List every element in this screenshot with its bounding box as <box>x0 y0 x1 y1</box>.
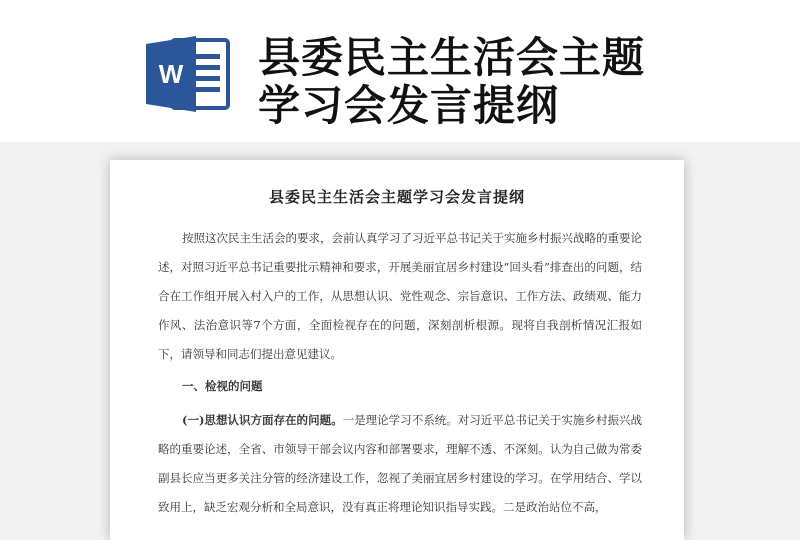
banner-title-line2: 学习会发言提纲 <box>258 81 560 130</box>
document-title: 县委民主生活会主题学习会发言提纲 <box>268 188 525 206</box>
paragraph-thinking-lead: (一)思想认识方面存在的问题。 <box>182 413 343 427</box>
svg-text:W: W <box>158 59 184 89</box>
document-page <box>110 160 684 540</box>
banner-title <box>258 34 698 130</box>
paragraph-intro: 按照这次民主生活会的要求，会前认真学习了习近平总书记关于实施乡村振兴战略的重要论述，对照习近平总书记重要批示精神和要求，开展美丽宜居乡村建设“回头看”排查出的问题，结合在工作组开展入村入户的工作，从思想认识、党性观念、宗旨意识、工作方法、政绩观、能力作风、法治意识等7个方面，全面检视存在的问题，深刻剖析根源。现将自我剖析情况汇报如下，请领导和同志们提出意见建议。 <box>158 231 642 361</box>
paragraph-thinking-body: 一是理论学习不系统。对习近平总书记关于实施乡村振兴战略的重要论述，全省、市领导干部会议内容和部署要求，理解不透、不深刻。认为自己做为常委副县长应当更多关注分管的经济建设工作，忽视了美丽宜居乡村建设的学习。在学用结合、学以致用上，缺乏宏观分析和全局意识，没有真正将理论知识指导实践。二是政治站位不高， <box>158 413 642 514</box>
heading-issues: 一、检视的问题 <box>182 379 263 393</box>
banner <box>0 0 800 142</box>
word-document-icon <box>142 34 234 114</box>
paragraph-thinking <box>158 406 642 522</box>
banner-title-line1: 县委民主生活会主题 <box>258 33 646 82</box>
